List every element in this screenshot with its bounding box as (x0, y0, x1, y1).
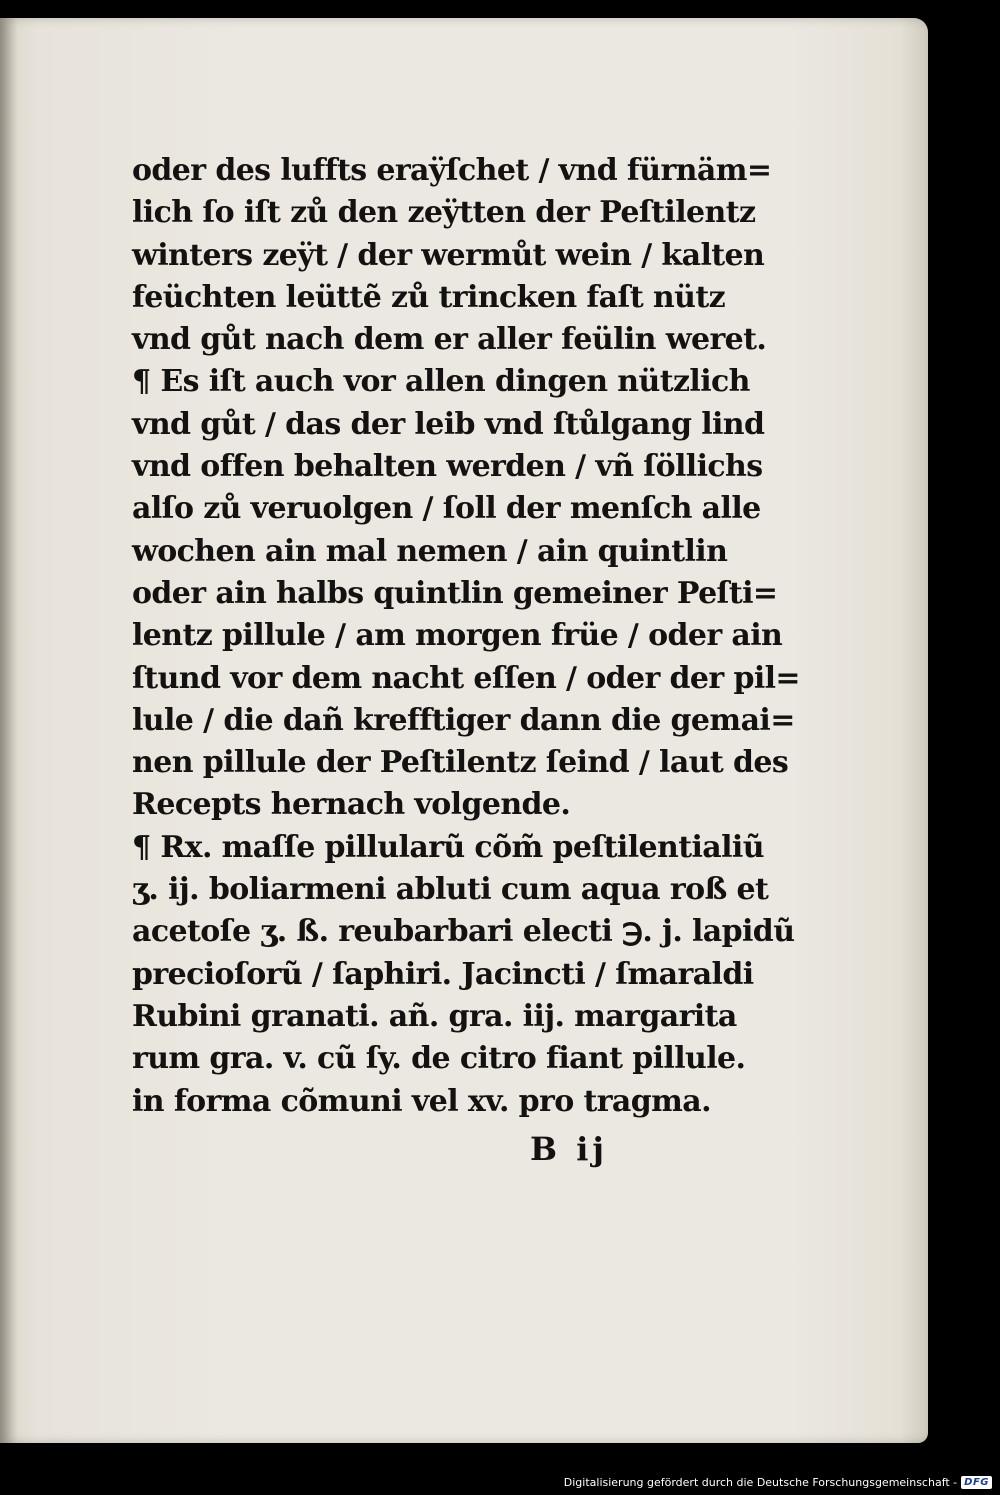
text-line: winters zeÿt / der wermůt wein / kalten (132, 237, 765, 273)
text-line: vnd gůt nach dem er aller feülin weret. (132, 322, 767, 358)
text-line: lentz pillule / am morgen früe / oder ain (132, 618, 783, 654)
text-line: alſo zů veruolgen / ſoll der menſch alle (132, 491, 761, 527)
text-line: oder ain halbs quintlin gemeiner Peſti= (132, 575, 778, 611)
text-line: feüchten leüttẽ zů trincken faſt nütz (132, 279, 726, 315)
signature-mark: B ij (530, 1130, 608, 1168)
text-line: wochen ain mal nemen / ain quintlin (132, 533, 728, 569)
text-line: oder des luffts eraÿſchet / vnd fürnäm= (132, 153, 772, 188)
text-block (132, 150, 800, 1123)
text-line: nen pillule der Peſtilentz ſeind / laut des (132, 745, 789, 781)
text-line: Rubini granati. añ. gra. iij. margarita (132, 998, 737, 1034)
text-line: lule / die dañ krefftiger dann die gemai= (132, 702, 795, 738)
text-line: rum gra. v. cũ ſy. de citro fiant pillule. (132, 1041, 746, 1077)
book-page (0, 18, 928, 1443)
text-line: vnd offen behalten werden / vñ ſöllichs (132, 449, 763, 485)
text-line: ¶ Rx. maſſe pillularũ cõm̃ peſtilentialiũ (132, 829, 764, 865)
text-line: acetoſe ʒ. ß. reubarbari electi ℈. j. lapidũ (132, 914, 795, 950)
text-line: ſtund vor dem nacht eſſen / oder der pil= (132, 660, 800, 696)
gutter-shadow (0, 18, 18, 1443)
footer-credit-text: Digitalisierung gefördert durch die Deutsche Forschungsgemeinschaft - (563, 1476, 958, 1489)
text-line: precioſorũ / ſaphiri. Jacincti / ſmaraldi (132, 956, 754, 992)
text-line: ʒ. ij. boliarmeni abluti cum aqua roß et (132, 872, 769, 908)
text-line: ¶ Es iſt auch vor allen dingen nützlich (132, 364, 750, 400)
digitization-footer (564, 1476, 992, 1489)
text-line: in forma cõmuni vel xv. pro tragma. (132, 1083, 711, 1119)
text-line: lich ſo iſt zů den zeÿtten der Peſtilentz (132, 195, 756, 231)
dfg-logo-icon: DFG (961, 1476, 992, 1489)
text-line: vnd gůt / das der leib vnd ſtůlgang lind (132, 406, 765, 442)
text-line: Recepts hernach volgende. (132, 787, 571, 823)
